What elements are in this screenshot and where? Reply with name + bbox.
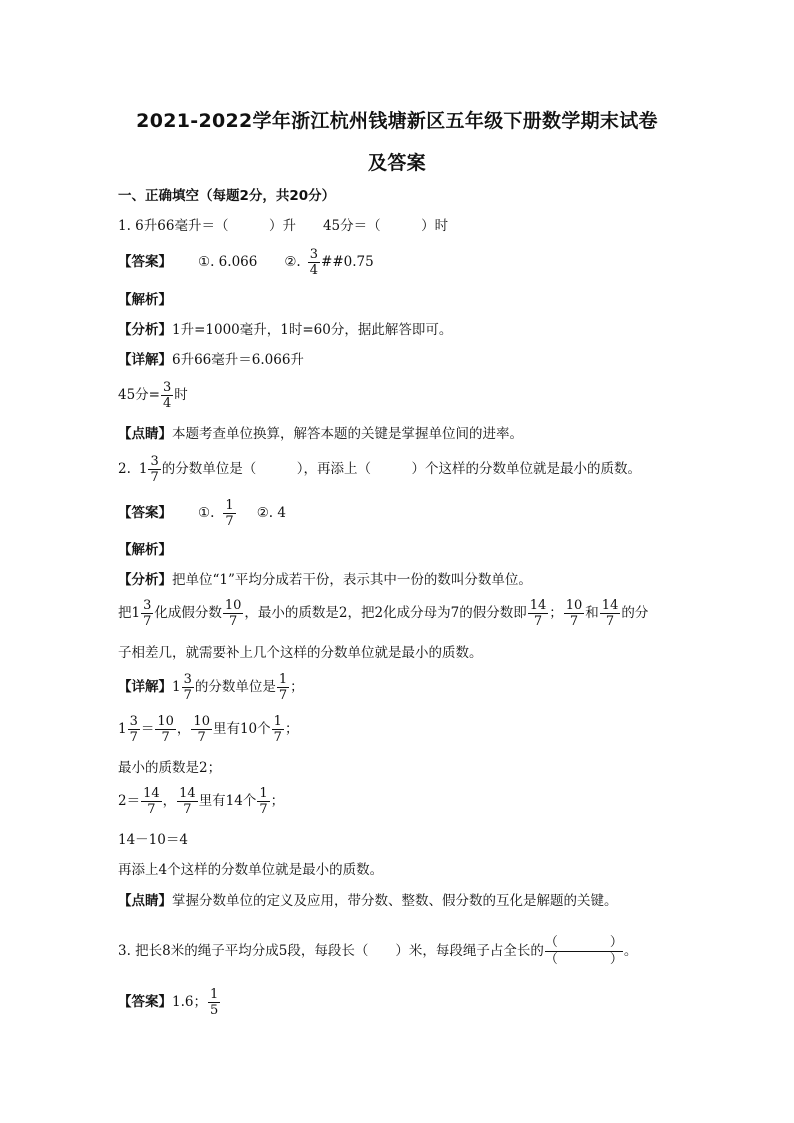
q2-detail-5: 14－10＝4: [118, 832, 188, 848]
fraction: $\frac{1}{5}$: [209, 987, 219, 1018]
question-1: 1. 6升66毫升＝（ ）升 45分＝（ ）时: [118, 218, 449, 234]
fraction: $\frac{3}{7}$: [143, 598, 152, 629]
fraction: $\frac{1}{7}$: [278, 672, 288, 703]
q2-detail-3: 最小的质数是2；: [118, 760, 222, 776]
q2-detail-2: 1 $\frac{3}{7}$ ＝ $\frac{10}{7}$ ， $\frac{10}{7}$ 里有10个 $\frac{1}{7}$ ；: [118, 714, 299, 745]
fraction: $\frac{14}{7}$: [143, 786, 160, 817]
q1-answer-text: ①. 6.066 ②.: [198, 254, 301, 270]
q1-xiangjie: 【详解】6升66毫升＝6.066升: [118, 352, 304, 368]
page-title-line-2: 及答案: [368, 152, 426, 174]
fraction: $\frac{3}{4}$: [309, 247, 319, 278]
fraction: $\frac{10}{7}$: [565, 598, 583, 629]
q1-answer-alt: ##0.75: [321, 254, 374, 270]
fraction: $\frac{10}{7}$: [157, 714, 174, 745]
q2-fenxi: 【分析】把单位“1”平均分成若干份，表示其中一份的数叫分数单位。: [118, 572, 532, 588]
analysis-tag: 【解析】: [118, 542, 172, 558]
question-2: 2. 1 $\frac{3}{7}$ 的分数单位是（ ），再添上（ ）个这样的分数单位就是最小的质数。: [118, 454, 642, 485]
fraction: $\frac{3}{7}$: [129, 714, 138, 745]
q1-dianjing: 【点睛】本题考查单位换算，解答本题的关键是掌握单位间的进率。: [118, 426, 523, 442]
question-3: 3. 把长8米的绳子平均分成5段，每段长（ ）米，每段绳子占全长的 $\frac{( )}{( )}$ 。: [118, 935, 638, 967]
fraction: $\frac{14}{7}$: [529, 598, 547, 629]
q3-answer: 【答案】1.6； $\frac{1}{5}$: [118, 987, 219, 1018]
q2-fenxi-line1: 把1 $\frac{3}{7}$ 化成假分数 $\frac{10}{7}$ ，最小的质数是2，把2化成分母为7的假分数即 $\frac{14}{7}$ ； $\frac{10}{7}$ 和 $\frac{14}{7}$ 的分: [118, 598, 649, 629]
answer-tag: 【答案】: [118, 254, 172, 270]
q2-fenxi-line2: 子相差几，就需要补上几个这样的分数单位就是最小的质数。: [118, 645, 483, 661]
fraction: $\frac{10}{7}$: [224, 598, 242, 629]
fraction: $\frac{3}{4}$: [163, 380, 172, 411]
blank-fraction: $\frac{( )}{( )}$: [544, 935, 623, 967]
q1-step2: 45分= $\frac{3}{4}$ 时: [118, 380, 188, 411]
section-heading: 一、正确填空（每题2分，共20分）: [118, 188, 336, 204]
q2-dianjing: 【点睛】掌握分数单位的定义及应用，带分数、整数、假分数的互化是解题的关键。: [118, 893, 618, 909]
fraction: $\frac{1}{7}$: [273, 714, 282, 745]
fraction: $\frac{3}{7}$: [150, 454, 159, 485]
q2-detail-6: 再添上4个这样的分数单位就是最小的质数。: [118, 862, 384, 878]
q2-detail-4: 2＝ $\frac{14}{7}$ ， $\frac{14}{7}$ 里有14个 $\frac{1}{7}$ ；: [118, 786, 285, 817]
fraction: $\frac{14}{7}$: [601, 598, 619, 629]
q2-answer: 【答案】 ①. $\frac{1}{7}$ ②. 4: [118, 498, 286, 529]
analysis-tag: 【解析】: [118, 292, 172, 308]
fraction: $\frac{1}{7}$: [259, 786, 268, 817]
q1-answer: [118, 247, 374, 278]
q2-detail-1: 【详解】1 $\frac{3}{7}$ 的分数单位是 $\frac{1}{7}$ ；: [118, 672, 304, 703]
fraction: $\frac{1}{7}$: [225, 498, 234, 529]
fraction: $\frac{3}{7}$: [183, 672, 192, 703]
page-title-line-1: 2021-2022学年浙江杭州钱塘新区五年级下册数学期末试卷: [136, 110, 658, 132]
fraction: $\frac{10}{7}$: [193, 714, 210, 745]
fraction: $\frac{14}{7}$: [179, 786, 196, 817]
q1-fenxi: 【分析】1升=1000毫升，1时=60分，据此解答即可。: [118, 322, 453, 338]
